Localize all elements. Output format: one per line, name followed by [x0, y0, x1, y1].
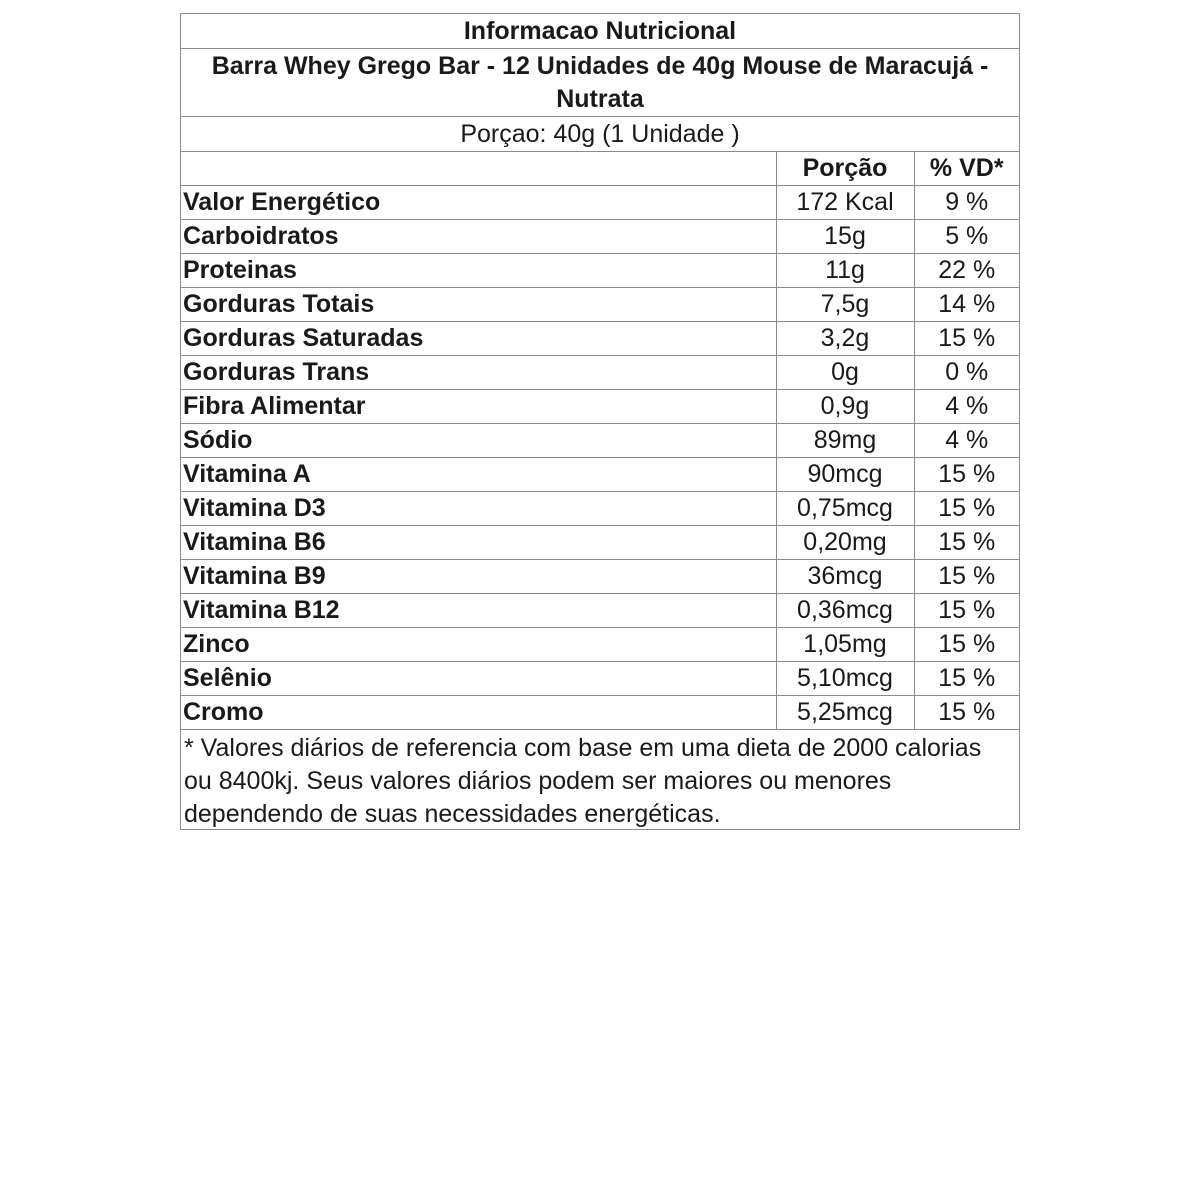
portion-column-header: Porção	[776, 152, 914, 186]
nutrient-name: Cromo	[181, 696, 776, 730]
nutrient-name: Proteinas	[181, 254, 776, 288]
nutrient-name: Gorduras Saturadas	[181, 322, 776, 356]
table-row	[181, 424, 1019, 458]
nutrient-name: Carboidratos	[181, 220, 776, 254]
table-row	[181, 254, 1019, 288]
nutrition-table	[181, 152, 1019, 730]
nutrient-daily-value: 22 %	[914, 254, 1019, 288]
nutrient-amount: 0,20mg	[776, 526, 914, 560]
nutrient-amount: 36mcg	[776, 560, 914, 594]
nutrient-daily-value: 4 %	[914, 424, 1019, 458]
label-title: Informacao Nutricional	[181, 14, 1019, 49]
table-row	[181, 628, 1019, 662]
nutrient-daily-value: 15 %	[914, 696, 1019, 730]
nutrient-daily-value: 15 %	[914, 492, 1019, 526]
nutrient-amount: 3,2g	[776, 322, 914, 356]
nutrient-daily-value: 0 %	[914, 356, 1019, 390]
nutrient-daily-value: 14 %	[914, 288, 1019, 322]
nutrient-name: Vitamina D3	[181, 492, 776, 526]
daily-value-footnote: * Valores diários de referencia com base em uma dieta de 2000 calorias ou 8400kj. Seus valores diários podem ser maiores ou menores dependendo de suas necessidades energéticas.	[184, 734, 982, 828]
nutrient-amount: 89mg	[776, 424, 914, 458]
product-name: Barra Whey Grego Bar - 12 Unidades de 40g Mouse de Maracujá - Nutrata	[181, 49, 1019, 117]
nutrient-amount: 90mcg	[776, 458, 914, 492]
nutrient-name: Gorduras Totais	[181, 288, 776, 322]
nutrient-daily-value: 9 %	[914, 186, 1019, 220]
nutrient-name: Sódio	[181, 424, 776, 458]
nutrient-daily-value: 15 %	[914, 628, 1019, 662]
nutrient-name: Vitamina B9	[181, 560, 776, 594]
table-row	[181, 526, 1019, 560]
serving-size: Porçao: 40g (1 Unidade )	[181, 117, 1019, 152]
table-row	[181, 288, 1019, 322]
nutrient-daily-value: 15 %	[914, 458, 1019, 492]
table-row	[181, 560, 1019, 594]
table-row	[181, 322, 1019, 356]
nutrient-name: Gorduras Trans	[181, 356, 776, 390]
table-row	[181, 186, 1019, 220]
nutrient-amount: 7,5g	[776, 288, 914, 322]
nutrient-daily-value: 15 %	[914, 322, 1019, 356]
table-row	[181, 594, 1019, 628]
nutrient-name: Valor Energético	[181, 186, 776, 220]
nutrient-name: Zinco	[181, 628, 776, 662]
table-row	[181, 492, 1019, 526]
daily-value-column-header: % VD*	[914, 152, 1019, 186]
table-row	[181, 356, 1019, 390]
nutrient-amount: 1,05mg	[776, 628, 914, 662]
nutrient-amount: 15g	[776, 220, 914, 254]
nutrient-amount: 0,75mcg	[776, 492, 914, 526]
nutrient-column-header	[181, 152, 776, 186]
nutrient-amount: 0,36mcg	[776, 594, 914, 628]
nutrient-amount: 0g	[776, 356, 914, 390]
nutrient-daily-value: 15 %	[914, 662, 1019, 696]
nutrient-daily-value: 15 %	[914, 560, 1019, 594]
nutrient-amount: 5,10mcg	[776, 662, 914, 696]
nutrient-name: Vitamina A	[181, 458, 776, 492]
nutrient-daily-value: 4 %	[914, 390, 1019, 424]
nutrient-amount: 5,25mcg	[776, 696, 914, 730]
table-row	[181, 662, 1019, 696]
table-row	[181, 458, 1019, 492]
table-row	[181, 390, 1019, 424]
nutrient-name: Vitamina B6	[181, 526, 776, 560]
table-row	[181, 696, 1019, 730]
nutrient-name: Fibra Alimentar	[181, 390, 776, 424]
nutrient-amount: 0,9g	[776, 390, 914, 424]
nutrient-daily-value: 15 %	[914, 526, 1019, 560]
nutrient-amount: 11g	[776, 254, 914, 288]
nutrient-amount: 172 Kcal	[776, 186, 914, 220]
nutrient-name: Vitamina B12	[181, 594, 776, 628]
nutrition-table-body	[181, 186, 1019, 730]
nutrient-daily-value: 5 %	[914, 220, 1019, 254]
table-header-row	[181, 152, 1019, 186]
nutrient-name: Selênio	[181, 662, 776, 696]
nutrient-daily-value: 15 %	[914, 594, 1019, 628]
nutrition-facts-label	[180, 13, 1020, 830]
table-row	[181, 220, 1019, 254]
